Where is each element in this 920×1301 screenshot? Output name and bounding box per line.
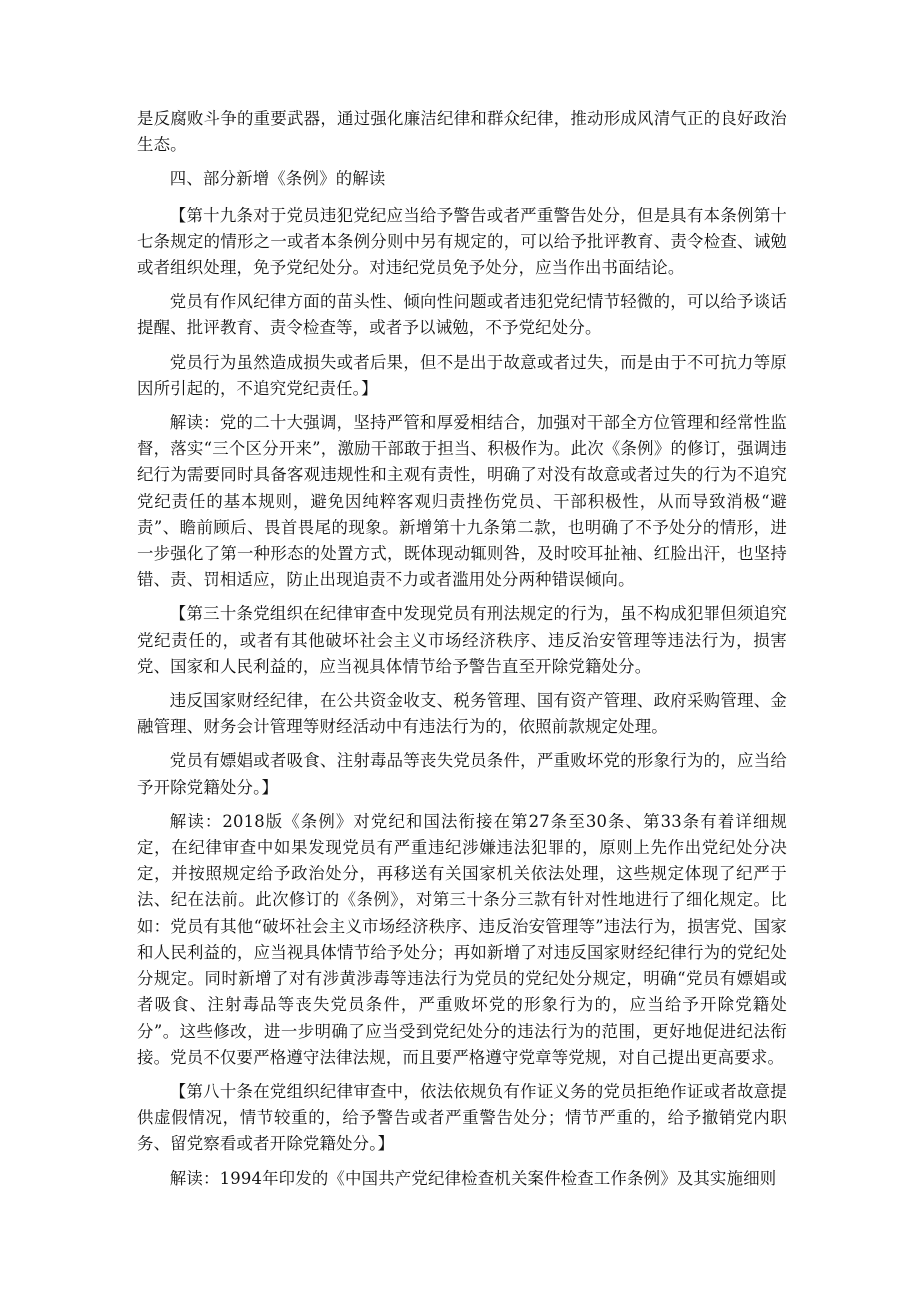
interpretation-article-30: 解读：2018版《条例》对党纪和国法衔接在第27条至30条、第33条有着详细规定，在纪律审查中如果发现党员有严重违纪涉嫌违法犯罪的，原则上先作出党纪处分决定，并按照规定给予政治处分，再移送有关国家机关依法处理，这些规定体现了纪严于法、纪在法前。此次修订的《条例》，对第三十条分三款有针对性地进行了细化规定。比如：党员有其他“破坏社会主义市场经济秩序、违反治安管理等”违法行为，损害党、国家和人民利益的，应当视具体情节给予处分；再如新增了对违反国家财经纪律行为的党纪处分规定。同时新增了对有涉黄涉毒等违法行为党员的党纪处分规定，明确“党员有嫖娼或者吸食、注射毒品等丧失党员条件，严重败坏党的形象行为的，应当给予开除党籍处分”。这些修改，进一步明确了应当受到党纪处分的违法行为的范围，更好地促进纪法衔接。党员不仅要严格遵守法律法规，而且要严格遵守党章等党规，对自己提出更高要求。	[137, 811, 787, 1067]
article-80: 【第八十条在党组织纪律审查中，依法依规负有作证义务的党员拒绝作证或者故意提供虚假情况，情节较重的，给予警告或者严重警告处分；情节严重的，给予撤销党内职务、留党察看或者开除党籍处分。】	[137, 1081, 787, 1154]
article-19-clause-1: 【第十九条对于党员违犯党纪应当给予警告或者严重警告处分，但是具有本条例第十七条规定的情形之一或者本条例分则中另有规定的，可以给予批评教育、责令检查、诫勉或者组织处理，免予党纪处分。对违纪党员免予处分，应当作出书面结论。	[137, 205, 787, 278]
article-19-clause-3: 党员行为虽然造成损失或者后果，但不是出于故意或者过失，而是由于不可抗力等原因所引起的，不追究党纪责任。】	[137, 352, 787, 398]
article-30-clause-1: 【第三十条党组织在纪律审查中发现党员有刑法规定的行为，虽不构成犯罪但须追究党纪责任的，或者有其他破坏社会主义市场经济秩序、违反治安管理等违法行为，损害党、国家和人民利益的，应当视具体情节给予警告直至开除党籍处分。	[137, 604, 787, 676]
interpretation-article-80: 解读：1994年印发的《中国共产党纪律检查机关案件检查工作条例》及其实施细则	[169, 1168, 777, 1188]
article-19-clause-2: 党员有作风纪律方面的苗头性、倾向性问题或者违犯党纪情节轻微的，可以给予谈话提醒、批评教育、责令检查等，或者予以诫勉，不予党纪处分。	[137, 292, 787, 338]
article-30-clause-3: 党员有嫖娼或者吸食、注射毒品等丧失党员条件，严重败坏党的形象行为的，应当给予开除党籍处分。】	[137, 751, 787, 797]
paragraph-continuation: 是反腐败斗争的重要武器，通过强化廉洁纪律和群众纪律，推动形成风清气正的良好政治生态。	[137, 109, 787, 155]
document-page	[137, 106, 787, 1200]
interpretation-article-19: 解读：党的二十大强调，坚持严管和厚爱相结合，加强对干部全方位管理和经常性监督，落实“三个区分开来”，激励干部敢于担当、积极作为。此次《条例》的修订，强调违纪行为需要同时具备客观违规性和主观有责性，明确了对没有故意或者过失的行为不追究党纪责任的基本规则，避免因纯粹客观归责挫伤党员、干部积极性，从而导致消极“避责”、瞻前顾后、畏首畏尾的现象。新增第十九条第二款，也明确了不予处分的情形，进一步强化了第一种形态的处置方式，既体现动辄则咎，及时咬耳扯袖、红脸出汗，也坚持错、责、罚相适应，防止出现追责不力或者滥用处分两种错误倾向。	[137, 413, 787, 590]
section-heading: 四、部分新增《条例》的解读	[169, 169, 386, 189]
article-30-clause-2: 违反国家财经纪律，在公共资金收支、税务管理、国有资产管理、政府采购管理、金融管理、财务会计管理等财经活动中有违法行为的，依照前款规定处理。	[137, 691, 787, 737]
